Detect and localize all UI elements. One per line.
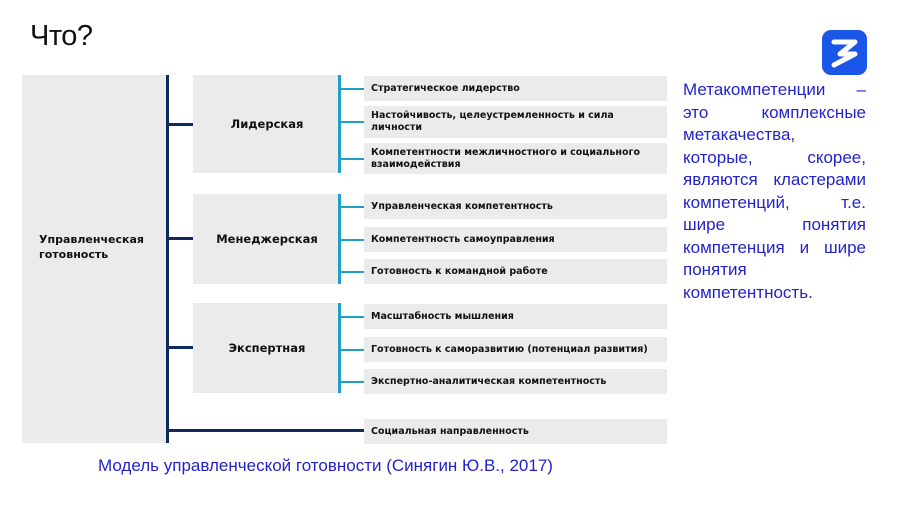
connector-tick bbox=[338, 88, 364, 90]
leaf-item: Управленческая компетентность bbox=[364, 194, 667, 219]
leaf-item: Готовность к саморазвитию (потенциал развития) bbox=[364, 337, 667, 362]
connector-tick bbox=[338, 381, 364, 383]
leaf-item: Масштабность мышления bbox=[364, 304, 667, 329]
leaf-item: Экспертно-аналитическая компетентность bbox=[364, 369, 667, 394]
tree-trunk bbox=[166, 75, 169, 443]
connector-tick bbox=[338, 349, 364, 351]
group-lider: Лидерская bbox=[193, 75, 341, 173]
connector-tick bbox=[338, 316, 364, 318]
root-node bbox=[22, 75, 167, 443]
leaf-item: Стратегическое лидерство bbox=[364, 76, 667, 101]
leaf-social: Социальная направленность bbox=[364, 419, 667, 444]
connector-tick bbox=[338, 121, 364, 123]
branch-lider bbox=[166, 123, 193, 126]
leaf-item: Готовность к командной работе bbox=[364, 259, 667, 284]
branch-manager bbox=[166, 237, 193, 240]
connector-tick bbox=[338, 271, 364, 273]
page-title: Что? bbox=[30, 20, 93, 52]
connector-tick bbox=[338, 206, 364, 208]
leaf-item: Настойчивость, целеустремленность и сила личности bbox=[364, 106, 667, 138]
definition-text: Метакомпетенции – это комплексные метакачества, которые, скорее, являются кластерами компетенций, т.е. шире понятия компетенция и шире понятия компетентность. bbox=[683, 80, 866, 302]
leaf-item: Компетентности межличностного и социального взаимодействия bbox=[364, 143, 667, 174]
group-expert: Экспертная bbox=[193, 303, 341, 393]
connector-tick bbox=[338, 158, 364, 160]
diagram-caption: Модель управленческой готовности (Синягин Ю.В., 2017) bbox=[98, 456, 553, 475]
group-manager: Менеджерская bbox=[193, 194, 341, 284]
leaf-item: Компетентность самоуправления bbox=[364, 227, 667, 252]
branch-social bbox=[166, 429, 364, 432]
root-label: Управленческая готовность bbox=[39, 233, 144, 261]
connector-tick bbox=[338, 239, 364, 241]
branch-expert bbox=[166, 346, 193, 349]
z-logo-icon bbox=[822, 30, 867, 75]
